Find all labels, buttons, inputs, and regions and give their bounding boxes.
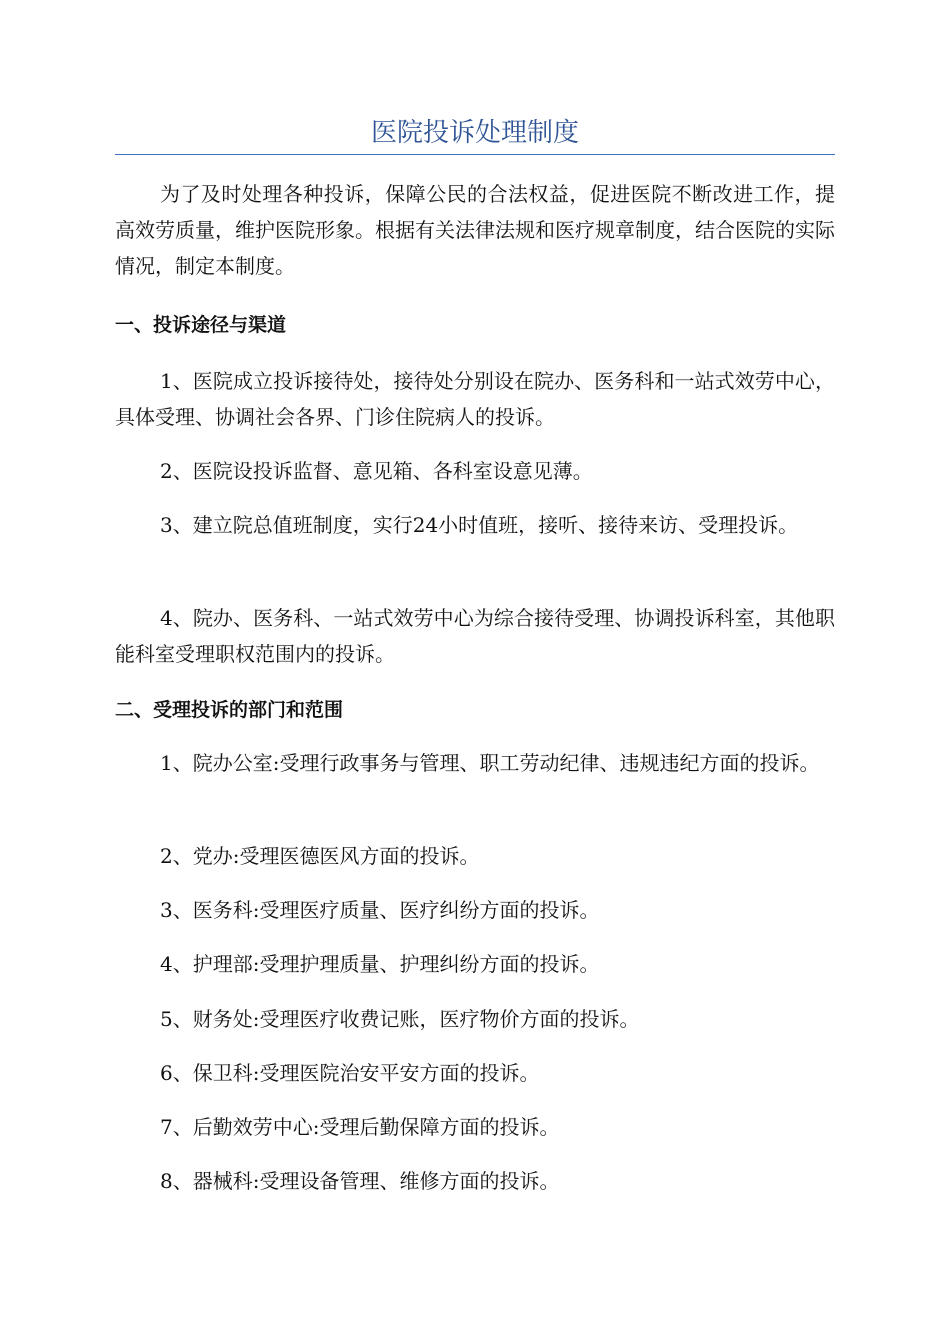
- intro-paragraph: 为了及时处理各种投诉，保障公民的合法权益，促进医院不断改进工作，提高效劳质量，维护医院形象。根据有关法律法规和医疗规章制度，结合医院的实际情况，制定本制度。: [115, 182, 835, 278]
- section-2-item-4: 4、护理部:受理护理质量、护理纠纷方面的投诉。: [160, 952, 600, 976]
- title-underline: [115, 154, 835, 155]
- section-heading-1: 一、投诉途径与渠道: [115, 314, 287, 336]
- section-2-item-6: 6、保卫科:受理医院治安平安方面的投诉。: [160, 1061, 540, 1085]
- section-2-item-3: 3、医务科:受理医疗质量、医疗纠纷方面的投诉。: [160, 898, 600, 922]
- section-2-item-2: 2、党办:受理医德医风方面的投诉。: [160, 844, 480, 868]
- section-1-item-3: 3、建立院总值班制度，实行24小时值班，接听、接待来访、受理投诉。: [160, 513, 799, 537]
- section-1-item-2: 2、医院设投诉监督、意见箱、各科室设意见薄。: [160, 459, 593, 483]
- section-1-item-4: 4、院办、医务科、一站式效劳中心为综合接待受理、协调投诉科室，其他职能科室受理职权范围内的投诉。: [115, 606, 835, 666]
- section-1-item-1: 1、医院成立投诉接待处，接待处分别设在院办、医务科和一站式效劳中心，具体受理、协调社会各界、门诊住院病人的投诉。: [115, 369, 835, 429]
- section-2-item-1: 1、院办公室:受理行政事务与管理、职工劳动纪律、违规违纪方面的投诉。: [160, 751, 820, 775]
- section-2-item-8: 8、器械科:受理设备管理、维修方面的投诉。: [160, 1169, 560, 1193]
- section-heading-2: 二、受理投诉的部门和范围: [115, 699, 344, 721]
- section-2-item-5: 5、财务处:受理医疗收费记账，医疗物价方面的投诉。: [160, 1007, 640, 1031]
- page-title: 医院投诉处理制度: [370, 118, 579, 148]
- section-2-item-7: 7、后勤效劳中心:受理后勤保障方面的投诉。: [160, 1115, 560, 1139]
